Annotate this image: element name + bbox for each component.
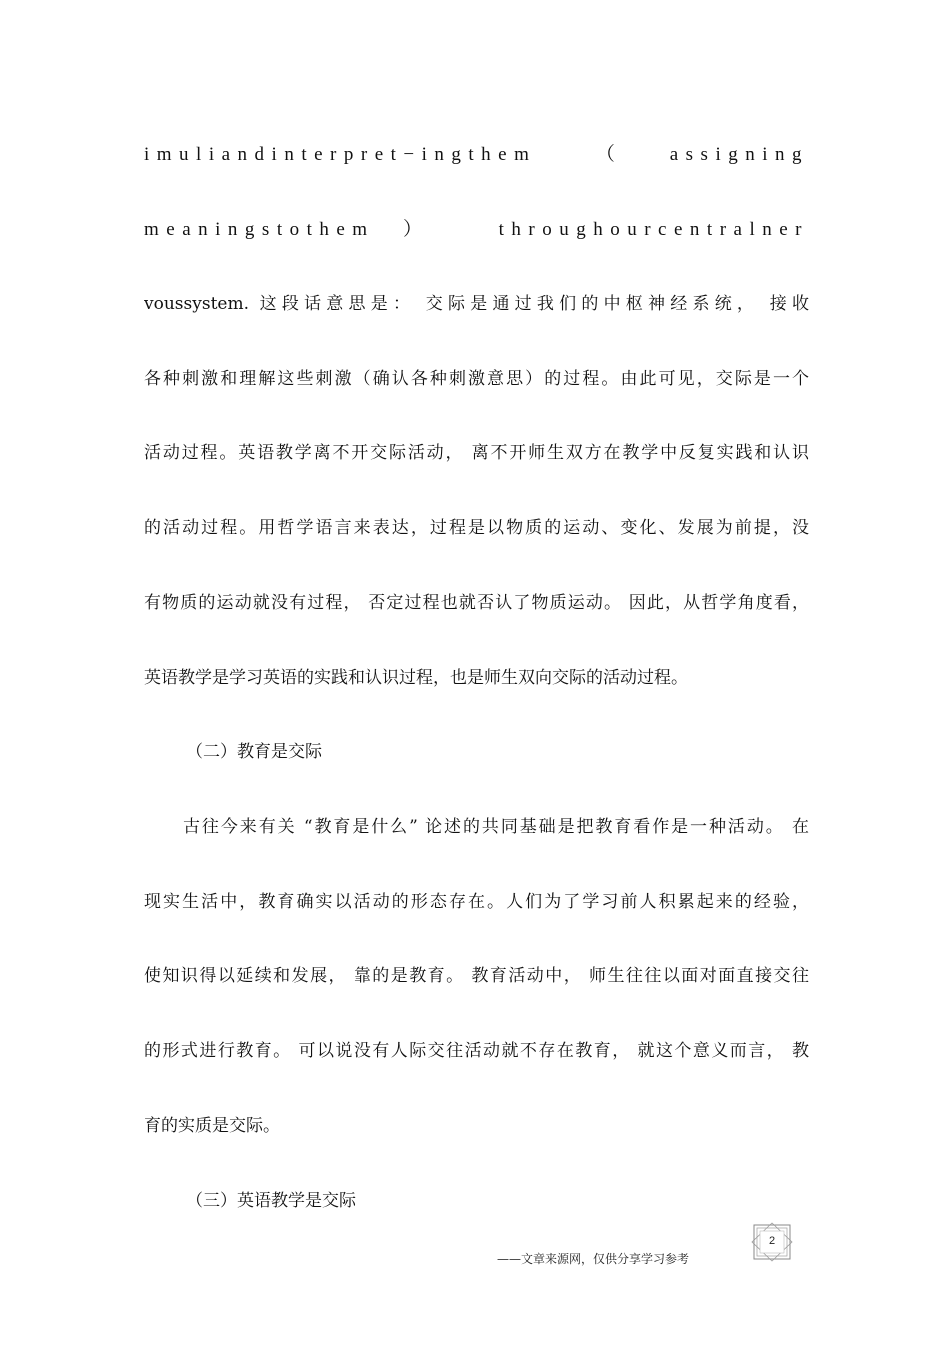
body-text-line-8: 英语教学是学习英语的实践和认识过程，也是师生双向交际的活动过程。 [144,668,688,688]
section2-text-line-2: 现实生活中，教育确实以活动的形态存在。人们为了学习前人积累起来的经验， [144,892,809,912]
body-text-line-7: 有物质的运动就没有过程， 否定过程也就否认了物质运动。 因此，从哲学角度看， [144,593,809,613]
english-text-line-2: meaningstothem） throughourcentralner [144,219,809,240]
section2-text-line-3: 使知识得以延续和发展， 靠的是教育。 教育活动中， 师生往往以面对面直接交往 [144,966,809,986]
english-text-line-1: imuliandinterpret−ingthem （assigning [144,144,809,165]
section2-text-line-4: 的形式进行教育。 可以说没有人际交往活动就不存在教育， 就这个意义而言， 教 [144,1041,809,1061]
page-number: 2 [768,1235,776,1247]
body-text-line-4: 各种刺激和理解这些刺激（确认各种刺激意思）的过程。由此可见，交际是一个 [144,369,809,389]
section-heading-3: （三）英语教学是交际 [186,1191,356,1211]
section-heading-2: （二）教育是交际 [186,742,322,762]
section2-text-line-1: 古往今来有关 “教育是什么” 论述的共同基础是把教育看作是一种活动。 在 [183,817,809,837]
body-text-line-6: 的活动过程。用哲学语言来表达，过程是以物质的运动、变化、发展为前提，没 [144,518,809,538]
page-number-badge [748,1222,796,1262]
footer-source-note: ——文章来源网，仅供分享学习参考 [497,1252,690,1266]
section2-text-line-5: 育的实质是交际。 [144,1116,280,1136]
body-text-line-5: 活动过程。英语教学离不开交际活动， 离不开师生双方在教学中反复实践和认识 [144,443,809,463]
body-text-line-3: voussystem. 这段话意思是： 交际是通过我们的中枢神经系统， 接收 [144,294,809,314]
